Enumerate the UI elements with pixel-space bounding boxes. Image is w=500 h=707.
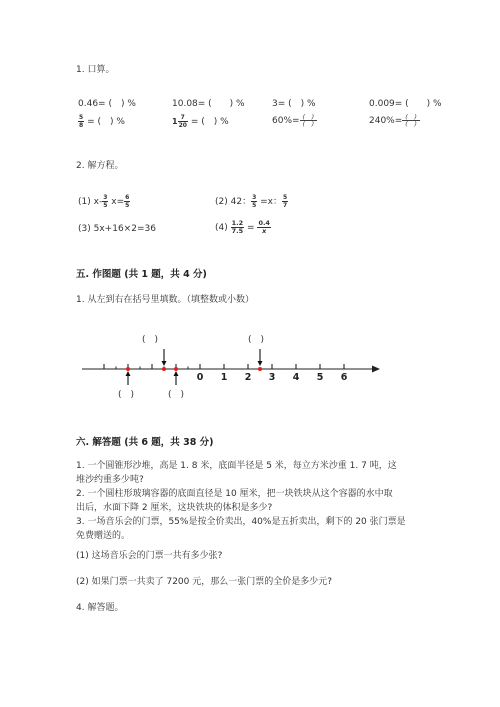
fraction: $\frac{1.2}{7.5}$ [231, 219, 244, 235]
axis-arrowhead [372, 366, 380, 373]
s6-q3-sub1: (1) 这场音乐会的门票一共有多少张? [76, 551, 223, 561]
up-arrow-head [126, 371, 131, 376]
q1-item-2: 10.08= ( ) % [172, 99, 245, 109]
bottom-bracket-2: ( ) [167, 390, 185, 400]
point-marker [126, 367, 130, 371]
q1-item-6: 1 $\frac{7}{20}$ = ( ) % [172, 114, 229, 129]
equation-2: (2) 42： $\frac{3}{5}$ =x： $\frac{5}{7}$ [215, 194, 288, 209]
s6-q1-line2: 堆沙约重多少吨? [76, 475, 144, 485]
s6-q4: 4. 解答题。 [76, 603, 124, 613]
q2-title: 2. 解方程。 [76, 161, 124, 171]
s6-q2-line1: 2. 一个圆柱形玻璃容器的底面直径是 10 厘米，把一块铁块从这个容器的水中取 [76, 489, 393, 499]
q1-title: 1. 口算。 [76, 65, 115, 75]
s6-q3-sub2: (2) 如果门票一共卖了 7200 元，那么一张门票的全价是多少元? [76, 577, 333, 587]
number-line [0, 325, 500, 405]
q1-item-7: 60%= $\frac{( )}{( )}$ [272, 114, 317, 127]
fraction: $\frac{5}{7}$ [283, 194, 288, 209]
tick-label: 1 [220, 372, 228, 383]
tick-label: 4 [292, 372, 300, 383]
section-5-q1: 1. 从左到右在括号里填数。（填整数或小数） [76, 295, 254, 305]
equation-3: (3) 5x+16×2=36 [78, 224, 156, 234]
down-arrow-head [162, 361, 167, 366]
fraction: $\frac{6}{5}$ [125, 194, 130, 209]
equation-1: (1) x- $\frac{3}{5}$ x= $\frac{6}{5}$ [78, 194, 130, 209]
tick-label: 6 [340, 372, 348, 383]
q1-item-5: $\frac{5}{8}$ = ( ) % [79, 114, 125, 129]
s6-q1-line1: 1. 一个圆锥形沙堆，高是 1. 8 米，底面半径是 5 米，每立方米沙重 1. 7 吨，这 [76, 461, 397, 471]
s6-q3-line1: 3. 一场音乐会的门票，55%是按全价卖出，40%是五折卖出，剩下的 20 张门票是 [76, 517, 406, 527]
pointer-arrows [126, 349, 263, 385]
tick-label: 0 [196, 372, 204, 383]
s6-q2-line2: 出后，水面下降 2 厘米，这块铁块的体积是多少? [76, 503, 273, 513]
tick-label: 2 [244, 372, 252, 383]
q1-item-1: 0.46= ( ) % [78, 99, 136, 109]
fraction: $\frac{0.4}{x}$ [258, 219, 270, 235]
section-6-title: 六. 解答题 (共 6 题，共 38 分) [76, 437, 214, 448]
fraction: $\frac{3}{5}$ [252, 194, 257, 209]
q1-item-4: 0.009= ( ) % [369, 99, 442, 109]
tick-labels [197, 372, 348, 383]
tick-label: 5 [316, 372, 324, 383]
tick-label: 3 [268, 372, 276, 383]
s6-q3-line2: 免费赠送的。 [76, 531, 131, 541]
fraction: $\frac{5}{8}$ [79, 114, 84, 129]
blank-fraction: $\frac{( )}{( )}$ [402, 114, 420, 127]
down-arrow-head [258, 361, 263, 366]
bottom-bracket-1: ( ) [117, 390, 135, 400]
q1-item-8: 240%= $\frac{( )}{( )}$ [369, 114, 420, 127]
point-marker [174, 367, 178, 371]
equation-4: (4) $\frac{1.2}{7.5}$ = $\frac{0.4}{x}$ [215, 219, 270, 235]
q1-item-3: 3= ( ) % [272, 99, 316, 109]
fraction: $\frac{3}{5}$ [103, 194, 108, 209]
point-marker [162, 367, 166, 371]
top-bracket-1: ( ) [141, 335, 159, 345]
top-bracket-2: ( ) [247, 335, 265, 345]
section-5-title: 五. 作图题 (共 1 题，共 4 分) [76, 269, 207, 280]
fraction: $\frac{7}{20}$ [178, 114, 187, 129]
blank-fraction: $\frac{( )}{( )}$ [300, 114, 318, 127]
up-arrow-head [174, 371, 179, 376]
point-marker [258, 367, 262, 371]
